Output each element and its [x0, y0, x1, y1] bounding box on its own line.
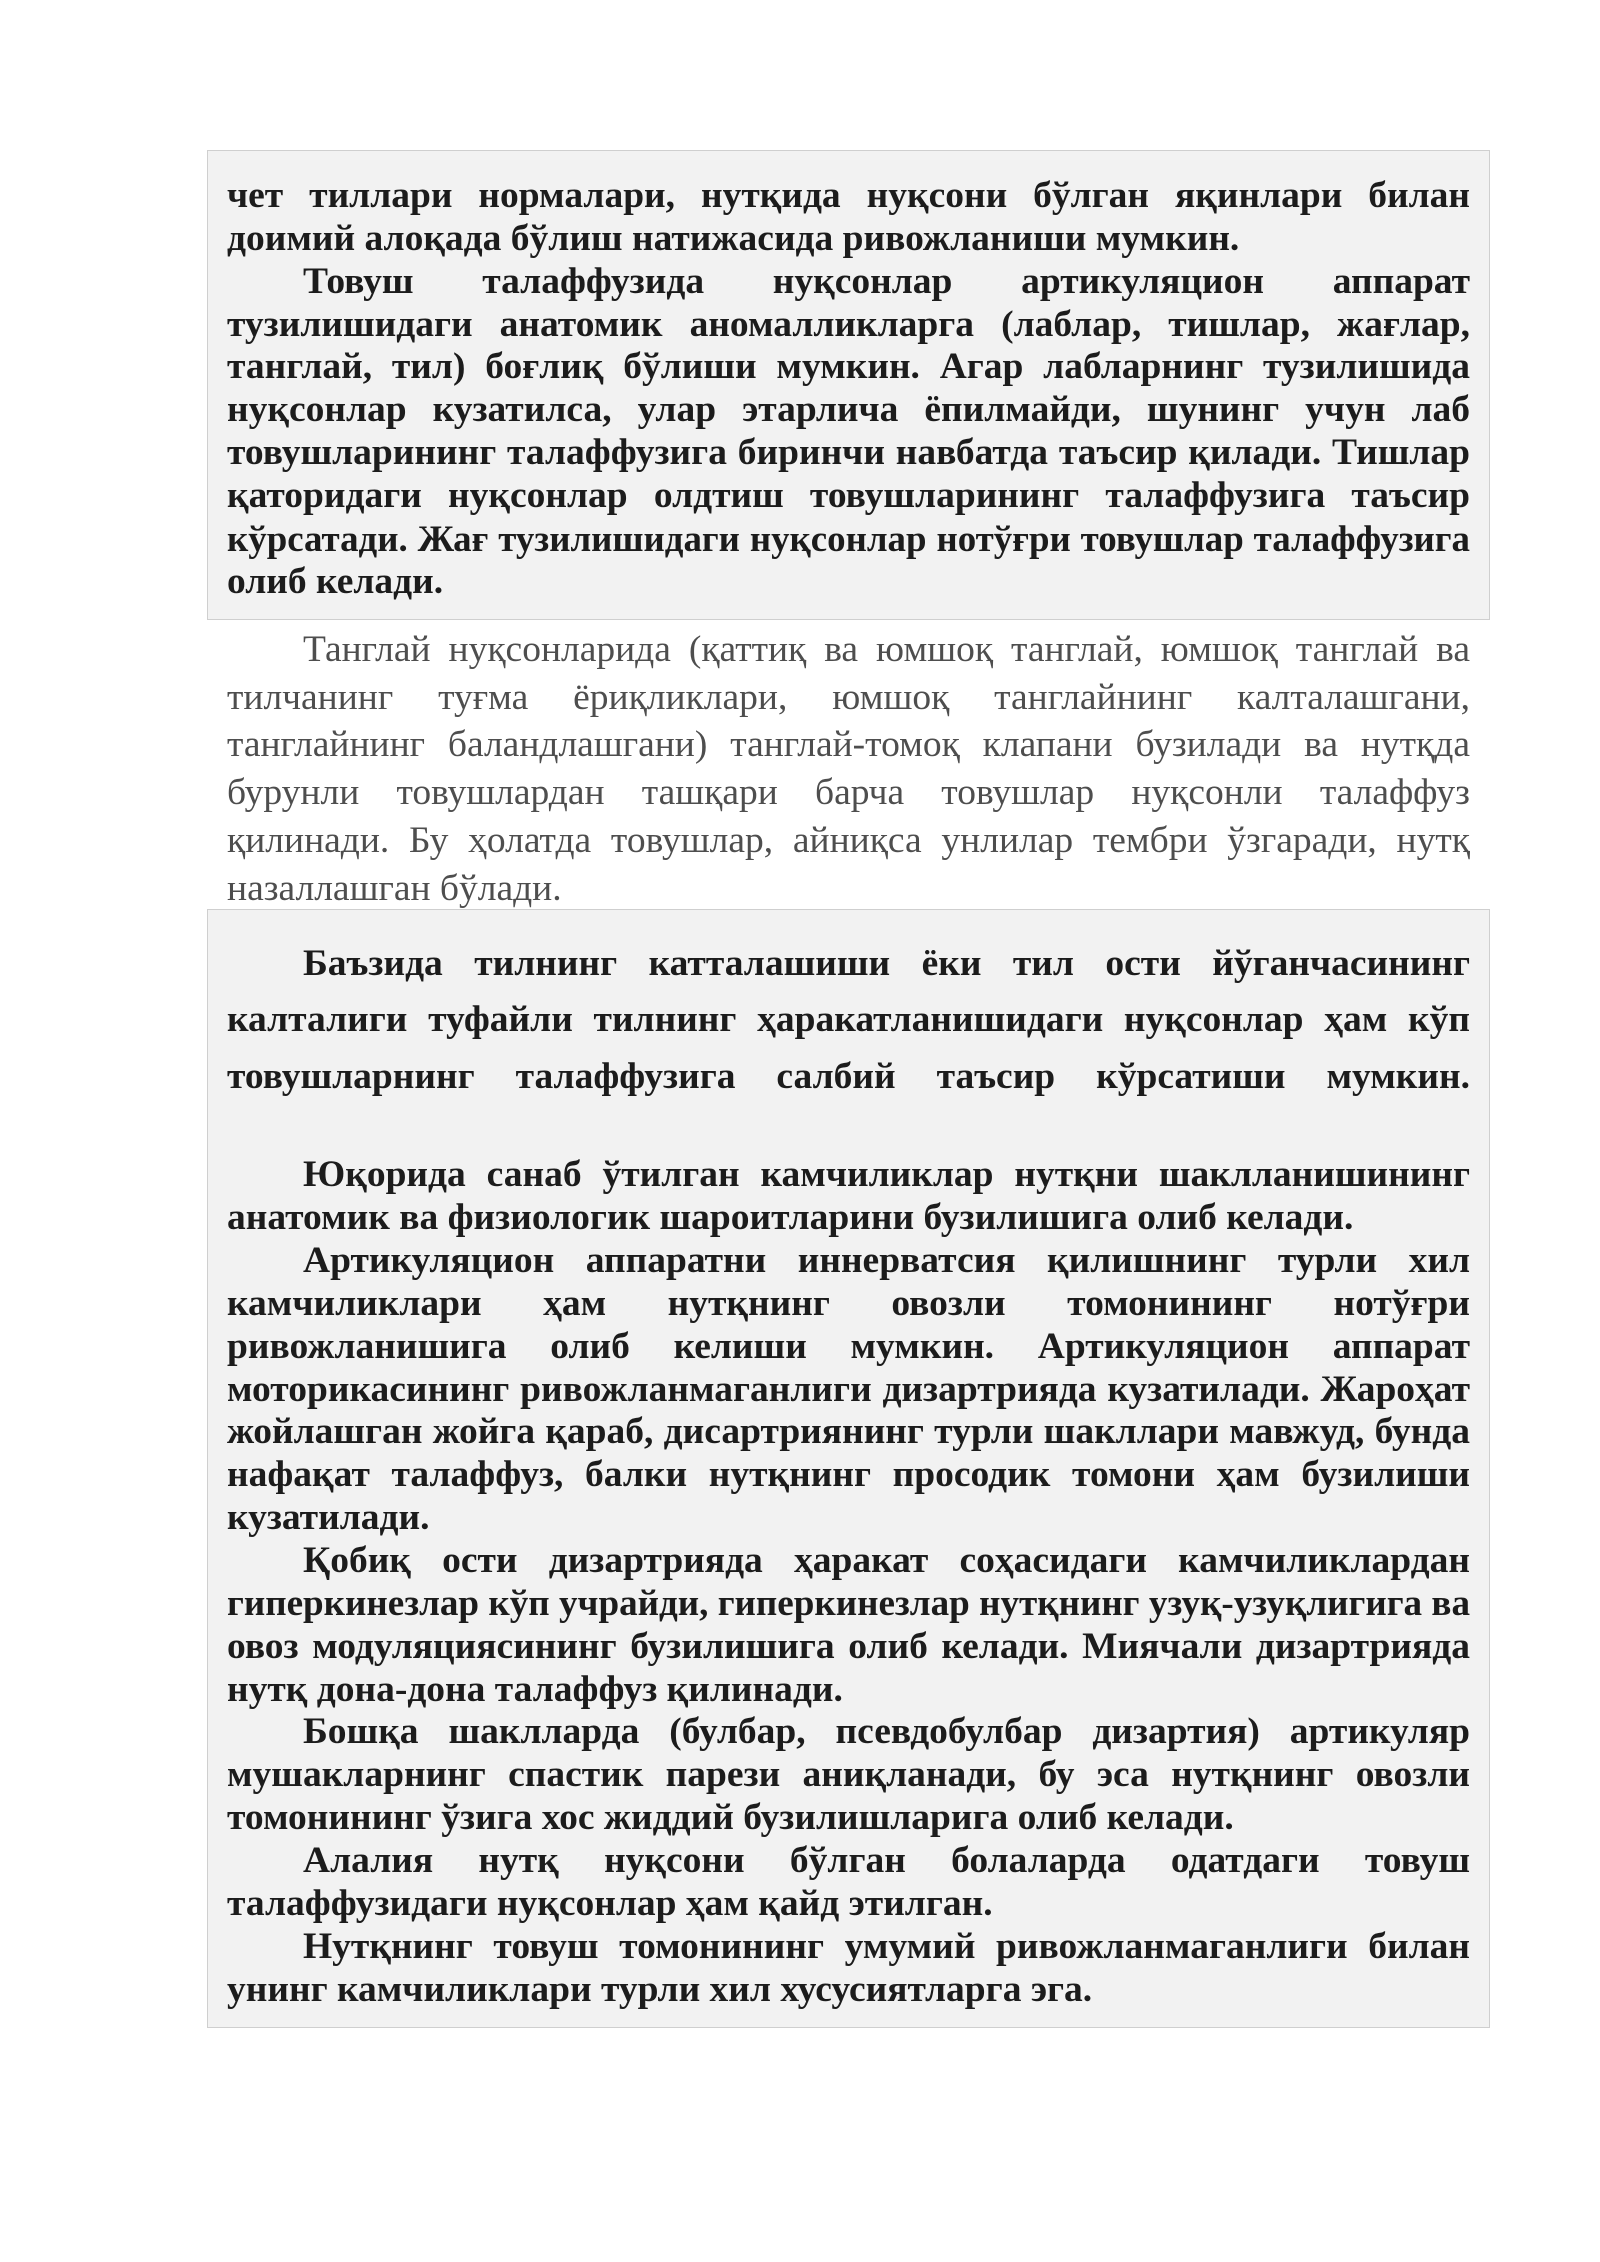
- paragraph-line: жойлашган жойга қараб, дисартриянинг турли шакллари мавжуд, бунда: [227, 1411, 1470, 1453]
- paragraph-line: нутқ дона-дона талаффуз қилинади.: [227, 1668, 843, 1710]
- paragraph-line: танглай, тил) боғлиқ бўлиши мумкин. Агар лабларнинг тузилишида: [227, 346, 1470, 388]
- paragraph-line: Юқорида санаб ўтилган камчиликлар нутқни шаклланишининг: [303, 1154, 1470, 1196]
- paragraph: [227, 175, 1470, 261]
- paragraph-line: Танглай нуқсонларида (қаттиқ ва юмшоқ танглай, юмшоқ танглай ва: [303, 629, 1470, 670]
- paragraph: [227, 1926, 1470, 2012]
- paragraph: [227, 936, 1470, 1105]
- paragraph: [227, 1240, 1470, 1540]
- middle-paragraph: [227, 626, 1470, 912]
- paragraph-line: нафақат талаффуз, балки нутқнинг просодик томони ҳам бузилиши: [227, 1454, 1470, 1496]
- paragraph: [227, 1711, 1470, 1840]
- paragraph-line: қаторидаги нуқсонлар олдтиш товушларининг талаффузига таъсир: [227, 475, 1470, 517]
- paragraph-line: Нутқнинг товуш томонининг умумий ривожланмаганлиги билан: [303, 1925, 1470, 1967]
- paragraph-line: мушакларнинг спастик парези аниқланади, бу эса нутқнинг овозли: [227, 1754, 1470, 1796]
- top-text-box: [207, 150, 1490, 620]
- paragraph-line: Баъзида тилнинг катталашиши ёки тил ости йўганчасининг: [303, 943, 1470, 984]
- paragraph: [227, 626, 1470, 912]
- paragraph-line: тузилишидаги анатомик аномалликларга (лаблар, тишлар, жағлар,: [227, 303, 1470, 345]
- paragraph: [227, 1154, 1470, 1240]
- paragraph-line: тилчанинг туғма ёриқликлари, юмшоқ танглайнинг калталашгани,: [227, 676, 1470, 718]
- paragraph-line: калталиги туфайли тилнинг ҳаракатланишидаги нуқсонлар ҳам кўп: [227, 999, 1470, 1041]
- paragraph-line: танглайнинг баландлашгани) танглай-томоқ клапани бузилади ва нутқда: [227, 724, 1470, 766]
- paragraph: [227, 1540, 1470, 1711]
- paragraph-line: Бошқа шаклларда (булбар, псевдобулбар дизартия) артикуляр: [303, 1711, 1470, 1753]
- paragraph-line: олиб келади.: [227, 560, 444, 602]
- paragraph-line: унинг камчиликлари турли хил хусусиятларга эга.: [227, 1968, 1093, 2010]
- paragraph-line: талаффузидаги нуқсонлар ҳам қайд этилган.: [227, 1882, 993, 1924]
- paragraph-line: Алалия нутқ нуқсони бўлган болаларда одатдаги товуш: [303, 1839, 1470, 1881]
- paragraph-line: камчиликлари ҳам нутқнинг овозли томонининг нотўғри: [227, 1282, 1470, 1324]
- paragraph-line: овоз модуляциясининг бузилишига олиб келади. Миячали дизартрияда: [227, 1625, 1470, 1667]
- paragraph: [227, 1840, 1470, 1926]
- paragraph-line: Товуш талаффузида нуқсонлар артикуляцион аппарат: [303, 260, 1470, 302]
- bottom-text-box: [207, 909, 1490, 2028]
- paragraph-line: чет тиллари нормалари, нутқида нуқсони бўлган яқинлари билан: [227, 175, 1470, 216]
- paragraph-line: товушларининг талаффузига биринчи навбатда таъсир қилади. Тишлар: [227, 432, 1470, 474]
- paragraph-line: моторикасининг ривожланмаганлиги дизартрияда кузатилади. Жароҳат: [227, 1368, 1470, 1410]
- paragraph-line: Қобиқ ости дизартрияда ҳаракат соҳасидаги камчиликлардан: [303, 1539, 1470, 1581]
- paragraph-line: кўрсатади. Жағ тузилишидаги нуқсонлар нотўғри товушлар талаффузига: [227, 517, 1470, 559]
- paragraph-line: назаллашган бўлади.: [227, 867, 562, 909]
- paragraph-line: томонининг ўзига хос жиддий бузилишларига олиб келади.: [227, 1797, 1234, 1839]
- paragraph: [227, 261, 1470, 604]
- paragraph-line: кузатилади.: [227, 1497, 430, 1539]
- paragraph-line: нуқсонлар кузатилса, улар этарлича ёпилмайди, шунинг учун лаб: [227, 389, 1470, 431]
- paragraph-line: ривожланишига олиб келиши мумкин. Артикуляцион аппарат: [227, 1325, 1470, 1367]
- paragraph-line: қилинади. Бу ҳолатда товушлар, айниқса унлилар тембри ўзгаради, нутқ: [227, 819, 1470, 861]
- paragraph-line: гиперкинезлар кўп учрайди, гиперкинезлар нутқнинг узуқ-узуқлигига ва: [227, 1582, 1470, 1624]
- paragraph-line: бурунли товушлардан ташқари барча товушлар нуқсонли талаффуз: [227, 772, 1470, 814]
- paragraph-line: товушларнинг талаффузига салбий таъсир кўрсатиши мумкин.: [227, 1055, 1470, 1097]
- paragraph-line: доимий алоқада бўлиш натижасида ривожланиши мумкин.: [227, 217, 1240, 259]
- paragraph-line: анатомик ва физиологик шароитларини бузилишига олиб келади.: [227, 1197, 1354, 1239]
- paragraph-line: Артикуляцион аппаратни иннерватсия қилишнинг турли хил: [303, 1239, 1470, 1281]
